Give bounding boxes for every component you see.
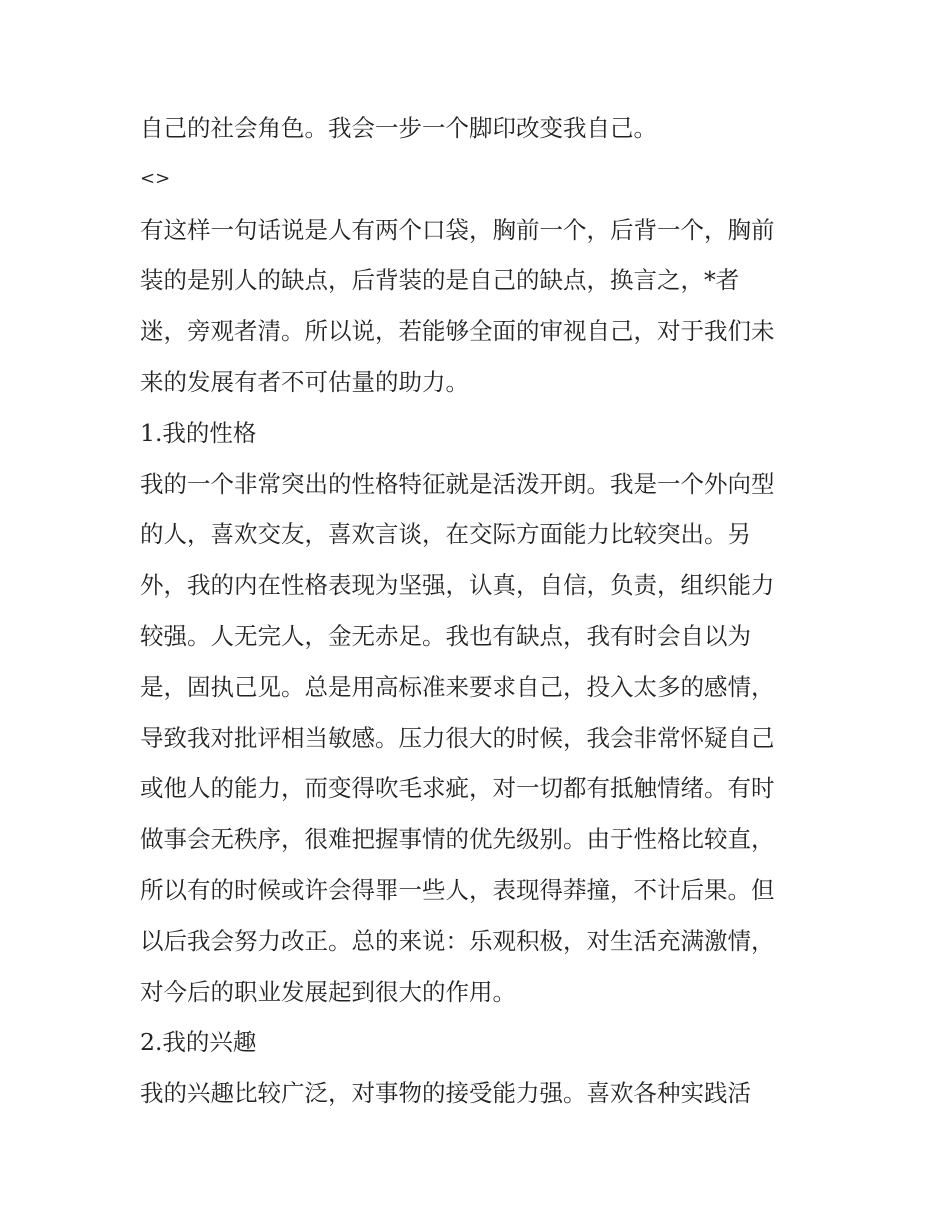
text-line: 做事会无秩序，很难把握事情的优先级别。由于性格比较直， [140, 825, 775, 854]
text-line: 对今后的职业发展起到很大的作用。 [140, 977, 516, 1006]
section-heading: 2.我的兴趣 [140, 1028, 257, 1057]
text-line: 以后我会努力改正。总的来说：乐观积极，对生活充满激情， [140, 926, 775, 955]
section-marker: <> [140, 167, 171, 189]
text-line: 自己的社会角色。我会一步一个脚印改变我自己。 [140, 114, 657, 142]
text-line: 的人，喜欢交友，喜欢言谈，在交际方面能力比较突出。另 [140, 520, 751, 549]
text-line: 外，我的内在性格表现为坚强，认真，自信，负责，组织能力 [140, 571, 775, 600]
text-line: 迷，旁观者清。所以说，若能够全面的审视自己，对于我们未 [140, 317, 775, 346]
text-line: 我的一个非常突出的性格特征就是活泼开朗。我是一个外向型 [140, 469, 775, 498]
text-line: 有这样一句话说是人有两个口袋，胸前一个，后背一个，胸前 [140, 215, 775, 244]
section-heading: 1.我的性格 [140, 418, 257, 447]
text-line: 导致我对批评相当敏感。压力很大的时候，我会非常怀疑自己 [140, 723, 775, 752]
text-line: 或他人的能力，而变得吹毛求疵，对一切都有抵触情绪。有时 [140, 774, 775, 803]
text-line: 我的兴趣比较广泛，对事物的接受能力强。喜欢各种实践活 [140, 1079, 751, 1108]
text-line: 来的发展有者不可估量的助力。 [140, 367, 469, 396]
text-line: 是，固执己见。总是用高标准来要求自己，投入太多的感情， [140, 672, 775, 701]
text-line: 装的是别人的缺点，后背装的是自己的缺点，换言之，*者 [140, 266, 740, 295]
document-body [140, 103, 820, 1119]
text-line: 较强。人无完人，金无赤足。我也有缺点，我有时会自以为 [140, 621, 751, 650]
text-line: 所以有的时候或许会得罪一些人，表现得莽撞，不计后果。但 [140, 875, 775, 904]
